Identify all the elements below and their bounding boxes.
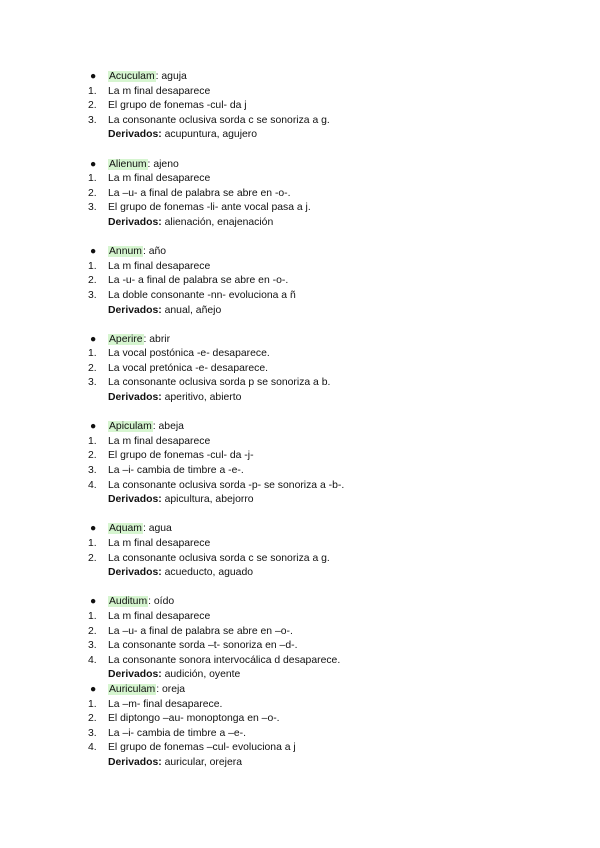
rule-text: La consonante sorda –t- sonoriza en –d-. xyxy=(108,640,298,652)
rule-item xyxy=(0,85,600,100)
rule-text: El grupo de fonemas -li- ante vocal pasa a j. xyxy=(108,202,311,214)
entry-headline: ● Aquam: agua xyxy=(0,522,600,537)
rule-number: 2. xyxy=(88,187,97,199)
rule-text: La consonante oclusiva sorda p se sonoriza a b. xyxy=(108,377,331,389)
entry-headline: ● Acuculam: aguja xyxy=(0,70,600,85)
latin-word: Acuculam xyxy=(109,71,155,82)
latin-word: Alienum xyxy=(109,158,147,170)
spanish-meaning: abrir xyxy=(149,333,171,345)
rule-text: La –i- cambia de timbre a -e-. xyxy=(108,465,244,477)
rule-number: 1. xyxy=(88,173,97,185)
rule-number: 4. xyxy=(88,654,97,666)
rule-text: La –m- final desaparece. xyxy=(108,698,223,710)
rule-number: 2. xyxy=(88,100,97,112)
word-entry xyxy=(0,70,600,143)
derived-words: apicultura, abejorro xyxy=(164,494,254,506)
rule-item xyxy=(0,201,600,216)
rule-text: La –i- cambia de timbre a –e-. xyxy=(108,727,247,739)
derived-words: anual, añejo xyxy=(164,304,222,316)
rule-number: 1. xyxy=(88,610,97,622)
entry-headline: ● Auditum: oído xyxy=(0,595,600,610)
latin-word: Aperire xyxy=(109,333,143,345)
rule-number: 2. xyxy=(88,362,97,374)
derived-words: aperitivo, abierto xyxy=(164,392,242,404)
word-entry xyxy=(0,158,600,231)
derived-line xyxy=(0,216,600,231)
entry-spacer xyxy=(0,406,600,421)
derived-line xyxy=(0,493,600,508)
derived-label: Derivados: xyxy=(108,567,162,579)
rule-number: 1. xyxy=(88,698,97,710)
rule-item xyxy=(0,114,600,129)
derived-label: Derivados: xyxy=(108,494,162,506)
derived-line xyxy=(0,128,600,143)
rule-number: 3. xyxy=(88,114,97,126)
rule-item xyxy=(0,260,600,275)
rule-item xyxy=(0,537,600,552)
rule-item xyxy=(0,289,600,304)
rule-item xyxy=(0,172,600,187)
rule-text: La vocal pretónica -e- desaparece. xyxy=(108,362,268,374)
derived-line xyxy=(0,304,600,319)
rule-number: 2. xyxy=(88,713,97,725)
rule-item xyxy=(0,610,600,625)
rule-text: La –u- a final de palabra se abre en –o-. xyxy=(108,625,293,637)
spanish-meaning: aguja xyxy=(161,71,187,82)
rule-text: La consonante oclusiva sorda -p- se sonoriza a -b-. xyxy=(108,479,345,491)
word-entry xyxy=(0,683,600,771)
rule-item xyxy=(0,274,600,289)
entry-spacer xyxy=(0,508,600,523)
derived-label: Derivados: xyxy=(108,392,162,404)
entry-headline: ● Alienum: ajeno xyxy=(0,158,600,173)
rule-text: La m final desaparece xyxy=(108,85,211,97)
bullet-icon: ● xyxy=(90,596,97,608)
word-entry xyxy=(0,420,600,508)
derived-label: Derivados: xyxy=(108,756,162,768)
entry-headline: ● Auriculam: oreja xyxy=(0,683,600,698)
entry-list xyxy=(0,70,600,771)
derived-words: audición, oyente xyxy=(164,669,241,681)
bullet-icon: ● xyxy=(90,683,97,695)
rule-number: 1. xyxy=(88,435,97,447)
rule-number: 3. xyxy=(88,289,97,301)
rule-text: La m final desaparece xyxy=(108,538,211,549)
derived-words: alienación, enajenación xyxy=(164,216,274,228)
rule-number: 4. xyxy=(88,742,97,754)
rule-number: 3. xyxy=(88,727,97,739)
rule-item xyxy=(0,449,600,464)
rule-item xyxy=(0,187,600,202)
rule-text: La m final desaparece xyxy=(108,435,211,447)
rule-item xyxy=(0,654,600,669)
word-entry xyxy=(0,333,600,406)
spanish-meaning: oreja xyxy=(161,683,186,695)
derived-label: Derivados: xyxy=(108,304,162,316)
rule-number: 2. xyxy=(88,275,97,287)
rule-number: 2. xyxy=(88,625,97,637)
word-entry xyxy=(0,522,600,580)
rule-text: El grupo de fonemas –cul- evoluciona a j xyxy=(108,742,296,754)
rule-number: 2. xyxy=(88,552,97,564)
rule-text: La –u- a final de palabra se abre en -o-. xyxy=(108,187,291,199)
derived-label: Derivados: xyxy=(108,129,162,141)
rule-number: 1. xyxy=(88,260,97,272)
derived-line xyxy=(0,566,600,581)
rule-text: La consonante oclusiva sorda c se sonoriza a g. xyxy=(108,552,330,564)
bullet-icon: ● xyxy=(90,246,97,258)
entry-spacer xyxy=(0,143,600,158)
latin-word: Auditum xyxy=(109,596,148,608)
rule-item xyxy=(0,698,600,713)
rule-text: La consonante oclusiva sorda c se sonoriza a g. xyxy=(108,114,330,126)
bullet-icon: ● xyxy=(90,333,97,345)
rule-number: 3. xyxy=(88,202,97,214)
rule-item xyxy=(0,552,600,567)
rule-number: 1. xyxy=(88,348,97,360)
rule-number: 2. xyxy=(88,450,97,462)
spanish-meaning: ajeno xyxy=(153,158,179,170)
spanish-meaning: abeja xyxy=(158,421,184,433)
rule-text: La doble consonante -nn- evoluciona a ñ xyxy=(108,289,296,301)
word-entry xyxy=(0,245,600,318)
derived-label: Derivados: xyxy=(108,669,162,681)
entry-spacer xyxy=(0,231,600,246)
rule-item xyxy=(0,347,600,362)
entry-spacer xyxy=(0,581,600,596)
rule-number: 4. xyxy=(88,479,97,491)
entry-headline: ● Aperire: abrir xyxy=(0,333,600,348)
derived-line xyxy=(0,668,600,683)
rule-text: La m final desaparece xyxy=(108,610,211,622)
derived-words: acupuntura, agujero xyxy=(164,129,258,141)
rule-text: El diptongo –au- monoptonga en –o-. xyxy=(108,713,280,725)
rule-number: 3. xyxy=(88,377,97,389)
entry-spacer xyxy=(0,318,600,333)
derived-words: acueducto, aguado xyxy=(164,567,254,579)
derived-line xyxy=(0,391,600,406)
rule-number: 3. xyxy=(88,465,97,477)
rule-number: 1. xyxy=(88,538,97,549)
latin-word: Annum xyxy=(109,246,142,258)
rule-text: El grupo de fonemas -cul- da -j- xyxy=(108,450,254,462)
rule-item xyxy=(0,639,600,654)
rule-item xyxy=(0,362,600,377)
rule-text: La m final desaparece xyxy=(108,260,211,272)
rule-item xyxy=(0,435,600,450)
rule-text: La consonante sonora intervocálica d desaparece. xyxy=(108,654,341,666)
bullet-icon: ● xyxy=(90,523,97,535)
spanish-meaning: oído xyxy=(153,596,175,608)
rule-item xyxy=(0,464,600,479)
rule-item xyxy=(0,99,600,114)
rule-number: 1. xyxy=(88,85,97,97)
rule-text: La vocal postónica -e- desaparece. xyxy=(108,348,270,360)
derived-line xyxy=(0,756,600,771)
spanish-meaning: agua xyxy=(148,523,172,535)
bullet-icon: ● xyxy=(90,158,97,170)
bullet-icon: ● xyxy=(90,421,97,433)
rule-number: 3. xyxy=(88,640,97,652)
rule-text: El grupo de fonemas -cul- da j xyxy=(108,100,247,112)
latin-word: Aquam xyxy=(109,523,142,535)
derived-label: Derivados: xyxy=(108,216,162,228)
entry-headline: ● Annum: año xyxy=(0,245,600,260)
latin-word: Apiculam xyxy=(109,421,152,433)
rule-text: La m final desaparece xyxy=(108,173,211,185)
word-entry xyxy=(0,595,600,683)
derived-words: auricular, orejera xyxy=(164,756,243,768)
rule-item xyxy=(0,712,600,727)
latin-word: Auriculam xyxy=(109,683,156,695)
rule-item xyxy=(0,376,600,391)
rule-item xyxy=(0,625,600,640)
rule-item xyxy=(0,727,600,742)
entry-headline: ● Apiculam: abeja xyxy=(0,420,600,435)
rule-item xyxy=(0,741,600,756)
rule-text: La -u- a final de palabra se abre en -o-. xyxy=(108,275,289,287)
bullet-icon: ● xyxy=(90,71,97,82)
spanish-meaning: año xyxy=(148,246,167,258)
rule-item xyxy=(0,479,600,494)
